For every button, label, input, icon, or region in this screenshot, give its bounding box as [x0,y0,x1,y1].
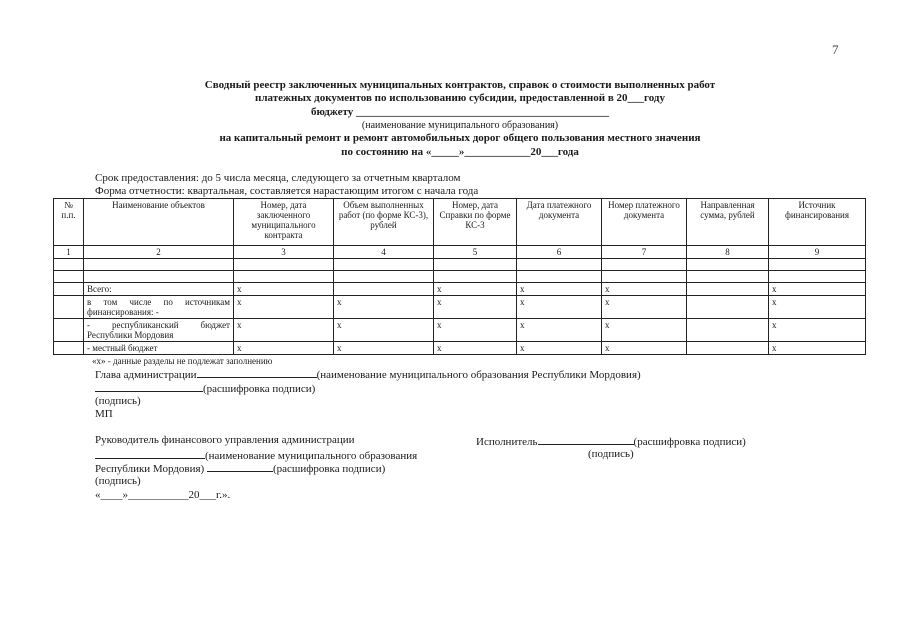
head-sign: (подпись) [95,395,141,407]
column-number: 4 [334,246,434,259]
column-number-row [54,246,866,259]
head-decode-blank [95,381,203,392]
executor-signature-blank [538,434,634,445]
header-cell: Дата платежного документа [517,199,602,246]
table-cell: x [602,296,687,319]
registry-table [53,198,866,355]
column-number: 6 [517,246,602,259]
table-row-total [54,283,866,296]
table-cell: x [517,342,602,355]
header-cell: Источник финансирования [769,199,866,246]
table-cell: x [602,342,687,355]
title-line-2: платежных документов по использованию субсидии, предоставленной в 20___году [255,92,665,104]
table-cell: x [769,296,866,319]
finance-decode-blank [207,461,273,472]
header-cell: Направленная сумма, рублей [687,199,769,246]
table-cell [54,283,84,296]
table-cell: x [234,319,334,342]
table-cell: x [334,342,434,355]
table-cell: x [602,283,687,296]
table-cell: - местный бюджет [84,342,234,355]
executor-line [476,434,746,449]
table-cell [54,296,84,319]
period-text: Срок предоставления: до 5 числа месяца, следующего за отчетным кварталом [95,172,461,184]
table-cell [687,342,769,355]
column-number: 1 [54,246,84,259]
finance-signature-blank [95,448,205,459]
table-cell: x [769,319,866,342]
table-cell: x [517,296,602,319]
table-cell [687,283,769,296]
table-cell: x [234,296,334,319]
head-decode-line [95,381,315,396]
title-line-5: на капитальный ремонт и ремонт автомобильных дорог общего пользования местного значения [219,132,701,144]
head-signature-blank [197,367,317,378]
table-row-republic-budget [54,319,866,342]
table-cell: x [769,283,866,296]
date-line: «____»___________20___г.». [95,489,231,501]
table-cell: x [517,319,602,342]
table-cell: x [434,342,517,355]
header-cell: Объем выполненных работ (по форме КС-3), рублей [334,199,434,246]
finance-decode-line [95,461,385,476]
table-cell: x [234,342,334,355]
finance-org2: Республики Мордовия) [95,463,205,475]
header-row [54,199,866,246]
table-cell: x [434,319,517,342]
table-cell: x [602,319,687,342]
table-cell: x [769,342,866,355]
column-number: 3 [234,246,334,259]
title-line-4: (наименование муниципального образования) [361,120,559,131]
title-line-6: по состоянию на «_____»____________20___года [341,146,579,158]
executor-label: Исполнитель [476,436,538,448]
table-cell [54,319,84,342]
column-number: 7 [602,246,687,259]
table-cell: x [234,283,334,296]
page-number: 7 [832,42,839,57]
executor-decode: (расшифровка подписи) [633,436,746,448]
table-cell: x [334,296,434,319]
head-signature-line [95,367,641,382]
table-cell [687,319,769,342]
stamp-label: МП [95,408,113,420]
head-decode: (расшифровка подписи) [203,383,316,395]
table-cell: - республиканский бюджет Республики Мордовия [84,319,234,342]
header-cell: Номер, дата Справки по форме КС-3 [434,199,517,246]
table-row-local-budget [54,342,866,355]
executor-sign: (подпись) [588,448,634,460]
table-cell [54,342,84,355]
head-label: Глава администрации [95,369,197,381]
column-number: 5 [434,246,517,259]
table-cell: x [434,283,517,296]
header-cell: № п.п. [54,199,84,246]
finance-sign: (подпись) [95,475,141,487]
finance-label: Руководитель финансового управления администрации [95,434,355,446]
header-cell: Наименование объектов [84,199,234,246]
header-cell: Номер, дата заключенного муниципального контракта [234,199,334,246]
table-cell [687,296,769,319]
table-note: «x» - данные разделы не подлежат заполнению [92,356,273,366]
empty-row [54,271,866,283]
table-cell: Всего: [84,283,234,296]
table-cell: в том числе по источникам финансирования: - [84,296,234,319]
empty-row [54,259,866,271]
title-line-3: бюджету ______________________________________________ [310,106,610,118]
title-line-1: Сводный реестр заключенных муниципальных контрактов, справок о стоимости выполненных работ [204,79,716,91]
form-text: Форма отчетности: квартальная, составляется нарастающим итогом с начала года [95,185,479,197]
table-row-by-source [54,296,866,319]
column-number: 8 [687,246,769,259]
header-cell: Номер платежного документа [602,199,687,246]
finance-org: (наименование муниципального образования [205,450,418,462]
finance-decode: (расшифровка подписи) [272,463,386,475]
column-number: 2 [84,246,234,259]
table-cell: x [517,283,602,296]
column-number: 9 [769,246,866,259]
table-cell: x [434,296,517,319]
table-cell: x [334,319,434,342]
table-cell [334,283,434,296]
head-org: (наименование муниципального образования Республики Мордовия) [316,369,641,381]
